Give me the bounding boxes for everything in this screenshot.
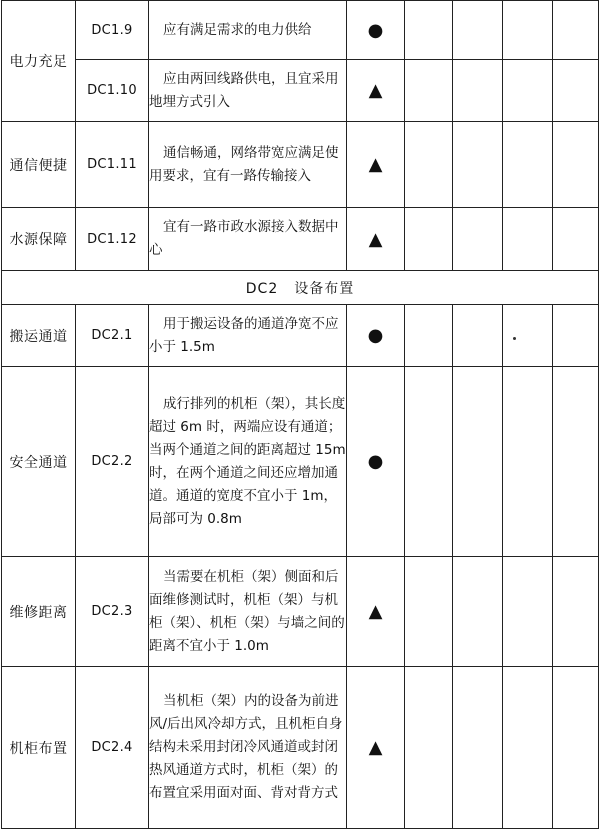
empty-cell <box>503 208 553 271</box>
empty-cell <box>553 667 599 829</box>
category-cell: 通信便捷 <box>2 122 76 208</box>
category-cell: 维修距离 <box>2 557 76 667</box>
category-cell: 搬运通道 <box>2 305 76 367</box>
requirement-text: 应有满足需求的电力供给 <box>149 1 347 60</box>
category-cell: 电力充足 <box>2 1 76 122</box>
empty-cell <box>553 557 599 667</box>
empty-cell <box>405 305 453 367</box>
recommended-mark: ▲ <box>347 667 405 829</box>
requirement-text: 通信畅通，网络带宽应满足使用要求，宜有一路传输接入 <box>149 122 347 208</box>
stray-dot <box>513 337 516 340</box>
category-cell: 安全通道 <box>2 367 76 557</box>
section-title: 设备布置 <box>294 280 355 297</box>
empty-cell <box>405 1 453 60</box>
empty-cell <box>503 367 553 557</box>
table-row <box>2 60 599 122</box>
empty-cell <box>553 60 599 122</box>
section-header <box>2 271 599 305</box>
recommended-mark: ▲ <box>347 122 405 208</box>
empty-cell <box>405 122 453 208</box>
recommended-mark: ▲ <box>347 557 405 667</box>
section-header-row <box>2 271 599 305</box>
recommended-mark: ▲ <box>347 60 405 122</box>
table-row <box>2 122 599 208</box>
code-cell: DC1.10 <box>76 60 149 122</box>
empty-cell <box>453 305 503 367</box>
table-row <box>2 367 599 557</box>
code-cell: DC1.12 <box>76 208 149 271</box>
empty-cell <box>553 305 599 367</box>
empty-cell <box>453 122 503 208</box>
empty-cell <box>453 367 503 557</box>
code-cell: DC2.3 <box>76 557 149 667</box>
requirement-text: 当机柜（架）内的设备为前进风/后出风冷却方式，且机柜自身结构未采用封闭冷风通道或封闭热风通道方式时，机柜（架）的布置宜采用面对面、背对背方式 <box>149 667 347 829</box>
empty-cell <box>405 557 453 667</box>
empty-cell <box>553 1 599 60</box>
empty-cell <box>405 367 453 557</box>
empty-cell <box>503 667 553 829</box>
empty-cell <box>405 208 453 271</box>
empty-cell <box>453 557 503 667</box>
empty-cell <box>453 60 503 122</box>
requirement-text: 当需要在机柜（架）侧面和后面维修测试时，机柜（架）与机柜（架）、机柜（架）与墙之间的距离不宜小于 1.0m <box>149 557 347 667</box>
empty-cell <box>553 367 599 557</box>
code-cell: DC2.4 <box>76 667 149 829</box>
empty-cell <box>453 208 503 271</box>
requirement-text: 用于搬运设备的通道净宽不应小于 1.5m <box>149 305 347 367</box>
empty-cell <box>405 60 453 122</box>
requirement-text: 宜有一路市政水源接入数据中心 <box>149 208 347 271</box>
recommended-mark: ▲ <box>347 208 405 271</box>
code-cell: DC2.1 <box>76 305 149 367</box>
empty-cell <box>503 60 553 122</box>
section-code: DC2 <box>245 280 279 297</box>
requirement-text: 成行排列的机柜（架），其长度超过 6m 时，两端应设有通道；当两个通道之间的距离超过 15m 时，在两个通道之间还应增加通道。通道的宽度不宜小于 1m，局部可为 0.8m <box>149 367 347 557</box>
table-row <box>2 305 599 367</box>
empty-cell <box>503 305 553 367</box>
code-cell: DC2.2 <box>76 367 149 557</box>
code-cell: DC1.11 <box>76 122 149 208</box>
mandatory-mark: ● <box>347 1 405 60</box>
empty-cell <box>453 667 503 829</box>
table-row <box>2 208 599 271</box>
category-cell: 机柜布置 <box>2 667 76 829</box>
table-row <box>2 557 599 667</box>
empty-cell <box>503 122 553 208</box>
mandatory-mark: ● <box>347 305 405 367</box>
requirement-text: 应由两回线路供电，且宜采用地埋方式引入 <box>149 60 347 122</box>
requirements-table <box>1 0 599 829</box>
empty-cell <box>503 557 553 667</box>
code-cell: DC1.9 <box>76 1 149 60</box>
empty-cell <box>503 1 553 60</box>
empty-cell <box>553 208 599 271</box>
table-row <box>2 1 599 60</box>
empty-cell <box>405 667 453 829</box>
table-row <box>2 667 599 829</box>
empty-cell <box>553 122 599 208</box>
empty-cell <box>453 1 503 60</box>
mandatory-mark: ● <box>347 367 405 557</box>
category-cell: 水源保障 <box>2 208 76 271</box>
